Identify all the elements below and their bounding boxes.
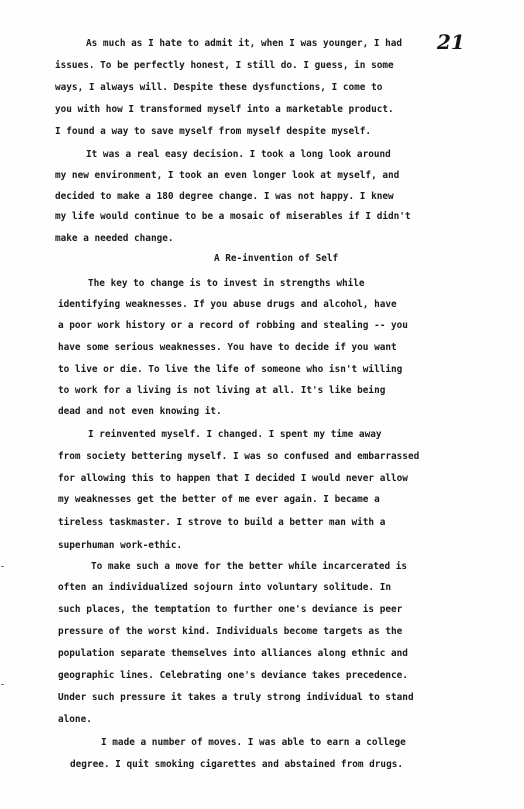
text-line: alone. xyxy=(58,714,92,725)
text-line: have some serious weaknesses. You have to decide if you want xyxy=(58,342,397,353)
text-line: geographic lines. Celebrating one's deviance takes precedence. xyxy=(58,670,408,681)
text-line: pressure of the worst kind. Individuals become targets as the xyxy=(58,626,403,637)
text-line: make a needed change. xyxy=(55,233,174,244)
text-line: often an individualized sojourn into voluntary solitude. In xyxy=(58,582,392,593)
page-number: 21 xyxy=(437,30,465,54)
text-line: my weaknesses get the better of me ever again. I became a xyxy=(58,494,380,505)
text-line: my new environment, I took an even longer look at myself, and xyxy=(55,170,400,181)
text-line: tireless taskmaster. I strove to build a better man with a xyxy=(58,517,386,528)
text-line: from society bettering myself. I was so confused and embarrassed xyxy=(58,451,420,462)
text-line: Under such pressure it takes a truly strong individual to stand xyxy=(58,692,414,703)
text-line: dead and not even knowing it. xyxy=(58,406,222,417)
text-line: a poor work history or a record of robbing and stealing -- you xyxy=(58,320,408,331)
text-line: for allowing this to happen that I decided I would never allow xyxy=(58,473,408,484)
text-line: my life would continue to be a mosaic of miserables if I didn't xyxy=(55,211,411,222)
text-line: It was a real easy decision. I took a long look around xyxy=(86,149,391,160)
text-line: such places, the temptation to further one's deviance is peer xyxy=(58,604,403,615)
text-line: you with how I transformed myself into a marketable product. xyxy=(55,104,394,115)
text-line: decided to make a 180 degree change. I was not happy. I knew xyxy=(55,191,394,202)
scan-mark xyxy=(1,684,4,685)
text-line: The key to change is to invest in strengths while xyxy=(88,278,365,289)
text-line: As much as I hate to admit it, when I was younger, I had xyxy=(86,38,403,49)
text-line: to live or die. To live the life of someone who isn't willing xyxy=(58,364,403,375)
text-line: degree. I quit smoking cigarettes and abstained from drugs. xyxy=(70,759,404,770)
section-heading: A Re-invention of Self xyxy=(214,253,339,264)
text-line: I reinvented myself. I changed. I spent my time away xyxy=(88,429,382,440)
text-line: issues. To be perfectly honest, I still do. I guess, in some xyxy=(55,60,394,71)
text-line: I found a way to save myself from myself despite myself. xyxy=(55,126,372,137)
text-line: population separate themselves into alliances along ethnic and xyxy=(58,648,408,659)
text-line: identifying weaknesses. If you abuse drugs and alcohol, have xyxy=(58,299,397,310)
text-line: I made a number of moves. I was able to earn a college xyxy=(101,737,406,748)
scan-mark xyxy=(1,566,4,567)
text-line: superhuman work-ethic. xyxy=(58,540,183,551)
text-line: To make such a move for the better while incarcerated is xyxy=(91,561,408,572)
text-line: to work for a living is not living at all. It's like being xyxy=(58,385,386,396)
text-line: ways, I always will. Despite these dysfunctions, I come to xyxy=(55,82,383,93)
